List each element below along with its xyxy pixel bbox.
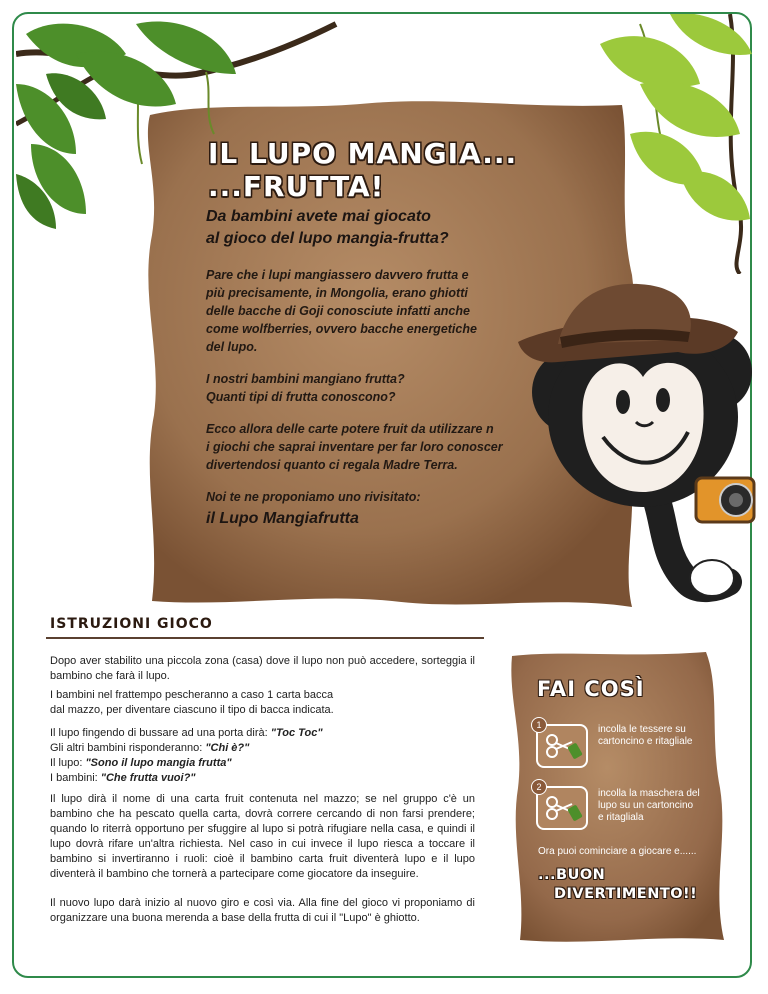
paragraph-line: I bambini nel frattempo pescheranno a caso 1 carta bacca (50, 689, 334, 701)
paragraph-line: del lupo. (206, 340, 258, 354)
intro-paragraph-4: Noi te ne proponiamo uno rivisitato: (206, 490, 421, 504)
intro-paragraph-1 (206, 266, 477, 356)
scissors-icon (538, 788, 586, 828)
page-title (208, 137, 517, 203)
lead-line-2: al gioco del lupo mangia-frutta? (206, 230, 449, 247)
side-title: FAI COSÌ (537, 677, 645, 701)
step-text-line: incolla la maschera del (598, 788, 700, 799)
title-line-1: IL LUPO MANGIA... (208, 137, 518, 170)
closing-line-1: ...BUON (538, 867, 606, 883)
dialogue-block (50, 726, 475, 786)
step-text-line: incolla le tessere su (598, 724, 686, 735)
instructions-heading: ISTRUZIONI GIOCO (50, 616, 213, 632)
paragraph-line: come wolfberries, ovvero bacche energetiche (206, 322, 477, 336)
dialogue-quote: "Sono il lupo mangia frutta" (85, 757, 232, 769)
step-number-badge: 2 (531, 779, 547, 795)
paragraph-line: delle bacche di Goji conosciute infatti anche (206, 304, 470, 318)
jungle-leaves-top-right (580, 14, 752, 274)
dialogue-quote: "Toc Toc" (270, 727, 323, 739)
section-divider (46, 637, 484, 639)
paragraph-line: Pare che i lupi mangiassero davvero frutta e (206, 268, 469, 282)
title-line-2: ...FRUTTA! (208, 170, 385, 203)
closing-line-2: DIVERTIMENTO!! (554, 886, 698, 902)
scissors-icon (538, 726, 586, 766)
dialogue-prefix: Il lupo: (50, 757, 86, 769)
monkey-explorer-illustration (498, 282, 760, 618)
instructions-paragraph-4: Il lupo dirà il nome di una carta fruit contenuta nel mazzo; se nel gruppo c'è un bambino che ha pescato quella carta, dovrà correre cercando di non farsi prendere; quando lo riterrà opportuno per sfuggire al lupo si potrà rifugiare nella casa, e quindi il lupo dovrà rifare un'altra richiesta. Nel caso in cui invece il lupo riesca a toccare il bambino si invertiranno i ruoli: cioè il bambino carta fruit diventerà lupo e il lupo diventerà il bambino che tornerà a partecipare come giocatore da inseguire. (50, 793, 475, 880)
step-1-text (598, 724, 738, 748)
paragraph-line: dal mazzo, per diventare ciascuno il tipo di bacca indicata. (50, 704, 334, 716)
intro-lead (206, 206, 506, 250)
paragraph-line: Ecco allora delle carte potere fruit da utilizzare n (206, 422, 494, 436)
paragraph-line: Quanti tipi di frutta conoscono? (206, 390, 396, 404)
instructions-paragraph-5: Il nuovo lupo darà inizio al nuovo giro e così via. Alla fine del gioco vi proponiamo di organizzare una buona merenda a base della frutta di cui il "Lupo" è ghiotto. (50, 897, 475, 924)
instructions-paragraph-1: Dopo aver stabilito una piccola zona (casa) dove il lupo non può accedere, sorteggia il bambino che farà il lupo. (50, 655, 475, 682)
paragraph-line: divertendosi quanto ci regala Madre Terra. (206, 458, 458, 472)
paragraph-line: I nostri bambini mangiano frutta? (206, 372, 405, 386)
dialogue-prefix: I bambini: (50, 772, 101, 784)
game-name: il Lupo Mangiafrutta (206, 510, 359, 527)
dialogue-prefix: Gli altri bambini risponderanno: (50, 742, 206, 754)
dialogue-prefix: Il lupo fingendo di bussare ad una porta dirà: (50, 727, 271, 739)
step-2-text (598, 788, 738, 824)
intro-paragraph-3 (206, 420, 503, 474)
closing-text (538, 866, 697, 904)
step-text-line: cartoncino e ritagliale (598, 736, 693, 747)
dialogue-quote: "Che frutta vuoi?" (100, 772, 196, 784)
dialogue-line (50, 771, 475, 786)
step-text-line: e ritagliala (598, 812, 644, 823)
lead-line-1: Da bambini avete mai giocato (206, 208, 431, 225)
intro-paragraph-2 (206, 370, 405, 406)
step-number-badge: 1 (531, 717, 547, 733)
paragraph-line: più precisamente, in Mongolia, erano ghiotti (206, 286, 468, 300)
dialogue-line (50, 741, 475, 756)
step-text-line: lupo su un cartoncino (598, 800, 694, 811)
dialogue-line (50, 756, 475, 771)
dialogue-quote: "Chi è?" (205, 742, 250, 754)
side-note: Ora puoi cominciare a giocare e...... (538, 846, 697, 857)
instructions-paragraph-2 (50, 688, 475, 718)
dialogue-line (50, 726, 475, 741)
paragraph-line: i giochi che saprai inventare per far loro conoscer (206, 440, 503, 454)
